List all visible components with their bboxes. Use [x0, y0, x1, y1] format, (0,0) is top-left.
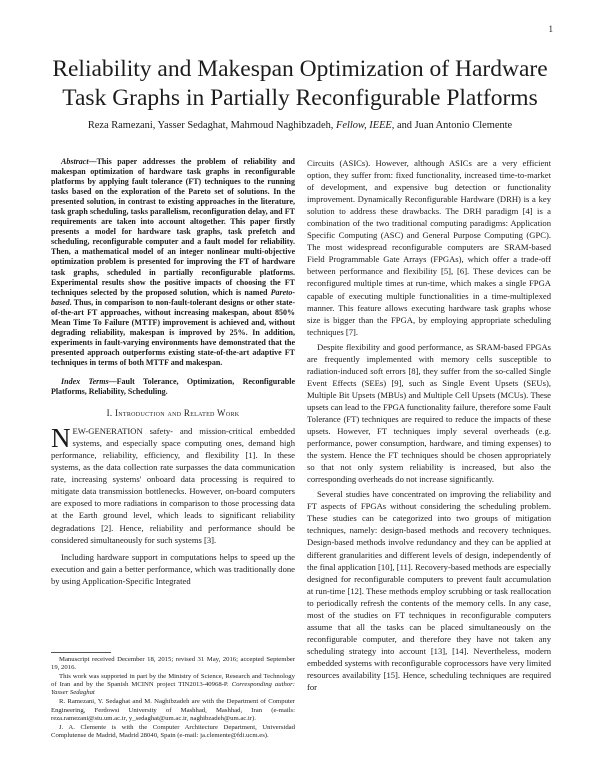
abstract	[51, 157, 295, 368]
title-line-1: Reliability and Makespan Optimization of Hardware	[52, 56, 548, 82]
footnote-authors-fum: R. Ramezani, Y. Sedaghat and M. Naghibzadeh are with the Department of Computer Engineering, Ferdowsi University of Mashhad, Mashhad, Iran (e-mails: reza.ramezani@stu.um.ac.ir, y_sedaghat@um.ac.ir, naghibzadeh@um.ac.ir).	[51, 698, 295, 722]
intro-paragraph-2: Including hardware support in computations helps to speed up the execution and gain a better performance, which was traditionally done by using Application-Specific Integrated	[51, 551, 295, 586]
authors-tail: and Juan Antonio Clemente	[394, 120, 513, 131]
intro-paragraph-1	[51, 425, 295, 545]
title-line-2: Task Graphs in Partially Reconfigurable Platforms	[62, 85, 538, 111]
authors-names: Reza Ramezani, Yasser Sedaghat, Mahmoud Naghibzadeh,	[87, 120, 336, 131]
page-number: 1	[548, 24, 553, 34]
abstract-text: —This paper addresses the problem of reliability and makespan optimization of hardware task graphs in reconfigurable platforms by applying fault tolerance (FT) techniques to the running tasks based on the exploration of the Pareto set of solutions. In the presented solution, in contrast to existing approaches in the literature, task graph scheduling, tasks parallelism, reconfiguration delay, and FT requirements are taken into account altogether. This paper firstly presents a model for hardware task graphs, task prefetch and scheduling, reconfigurable computer and a fault model for reliability. Then, a mathematical model of an integer nonlinear multi-objective optimization problem is presented for improving the FT of hardware task graphs, scheduled in partially reconfigurable platforms. Experimental results show the positive impacts of choosing the FT techniques selected by the proposed solution, which is named	[51, 157, 295, 297]
right-paragraph-3: Several studies have concentrated on improving the reliability and FT aspects of FPGAs without considering the scheduling problem. These studies can be categorized into two groups of mitigation techniques, namely: design-based methods and recovery techniques. Design-based methods involve redundancy and they can be applied at different granularities and different levels of design, independently of the final application [10], [11]. Recovery-based methods are especially designed for reconfigurable computers to prevent fault accumulation at run-time [12]. These methods employ scrubbing or task reallocation to periodically refresh the contents of the memory cells. In any case, most of the studies on FT techniques in reconfigurable computers assume that all the tasks can be placed simultaneously on the reconfigurable computer, and therefore they have not taken any scheduling strategy into account [13], [14]. Nevertheless, modern embedded systems with reconfigurable coprocessors have very limited resources availability [15]. Hence, scheduling techniques are required for	[307, 489, 551, 693]
right-paragraph-2: Despite flexibility and good performance, as SRAM-based FPGAs are frequently implemented with memory cells susceptible to radiation-induced soft errors [8], they suffer from the so-called Single Event Effects (SEEs) [9], such as Single Event Upsets (SEUs), Multiple Bit Upsets (MBUs) and Multiple Cell Upsets (MCUs). These upsets can lead to the FPGA functionality failure, therefore some Fault Tolerance (FT) techniques are required to reduce the impacts of these upsets. However, FT techniques imply several overheads (e.g. performance, power consumption, hardware, and timing expenses) to the system. Hence the FT techniques should be chosen appropriately so that not only system reliability is increased, but also the corresponding overheads do not increase significantly.	[307, 341, 551, 485]
footnote-author-ucm: J. A. Clemente is with the Computer Architecture Department, Universidad Complutense de Madrid, Madrid 28040, Spain (e-mail: ja.clemente@fdi.ucm.es).	[51, 723, 295, 739]
footnote-support-text: This work was supported in part by the Ministry of Science, Research and Technology of Iran and by the Spanish MCINN project TIN2013-40968-P.	[51, 673, 295, 689]
right-paragraph-1: Circuits (ASICs). However, although ASICs are a very efficient option, they suffer from: fixed functionality, increased time-to-market of development, and expensive bug detection or functionality improvement. Dynamically Reconfigurable Hardware (DRH) is a key solution to address these drawbacks. The DRH paradigm [4] is a combination of the two traditional computing paradigms: Application Specific Computing (ASC) and General Purpose Computing (GPC). The most widespread reconfigurable computers are SRAM-based Field Programmable Gate Arrays (FPGAs), which offer a trade-off between performance and flexibility [5], [6]. These devices can be reconfigured multiple times at run-time, which makes a single FPGA capable of executing multiple functionalities in a time-multiplexed manner. This feature allows executing hardware task graphs whose size is bigger than the FPGA, by employing appropriate scheduling techniques [7].	[307, 158, 551, 337]
abstract-method-name: Pareto-based	[51, 287, 295, 307]
index-terms	[51, 377, 295, 397]
index-terms-lead: Index Terms	[61, 376, 109, 386]
footnotes	[51, 656, 295, 741]
section-heading: I. Introduction and Related Work	[106, 408, 240, 419]
left-column	[51, 157, 295, 587]
author-list	[20, 120, 580, 131]
paper-title	[30, 55, 570, 113]
authors-fellow: Fellow, IEEE,	[336, 120, 395, 131]
footnote-rule	[51, 652, 111, 653]
abstract-lead: Abstract	[61, 157, 89, 166]
abstract-text-2: . Thus, in comparison to non-fault-tolerant designs or other state-of-the-art FT approaches, without increasing makespan, about 850% Mean Time To Failure (MTTF) improvement is achieved and, without degrading reliability, makespan is improved by 25%. In addition, experiments in fault-varying environments have demonstrated that the presented approach outperforms existing state-of-the-art adaptive FT techniques in terms of both MTTF and makespan.	[51, 297, 295, 367]
right-column	[307, 157, 551, 693]
drop-cap: N	[51, 423, 71, 454]
index-terms-text: —Fault Tolerance, Optimization, Reconfigurable Platforms, Reliability, Scheduling.	[51, 376, 296, 397]
footnote-support	[51, 673, 295, 697]
footnote-corresponding: Corresponding author: Yasser Sedaghat	[51, 681, 295, 697]
footnote-manuscript: Manuscript received December 18, 2015; revised 31 May, 2016; accepted September 19, 2016.	[51, 656, 295, 672]
intro-p1-text: EW-GENERATION safety- and mission-critical embedded systems, and especially space computing ones, demand high performance, reliability, efficiency, and flexibility [1]. In these systems, as the data collection rate surpasses the data communication rate, increasing systems' onboard data processing is required to mitigate data transmission bottlenecks. However, on-board computers are exposed to more radiations in comparison to those processing data at the Earth ground level, which leads to significant reliability degradations [2]. Hence, reliability and performance should be considered simultaneously for such systems [3].	[51, 426, 295, 545]
